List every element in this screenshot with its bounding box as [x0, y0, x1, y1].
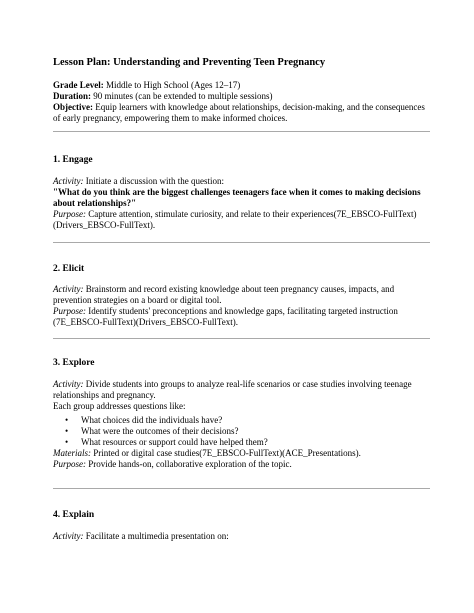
elicit-activity-label: Activity: [53, 284, 84, 294]
section-divider [53, 488, 430, 489]
duration [53, 91, 428, 102]
page-title: Lesson Plan: Understanding and Preventing Teen Pregnancy [53, 57, 326, 68]
explore-materials-text: Printed or digital case studies(7E_EBSCO-FullText)(ACE_Presentations). [91, 448, 361, 458]
list-item: • What choices did the individuals have? [81, 415, 428, 426]
section-heading-engage: 1. Engage [53, 155, 93, 165]
explain-activity-label: Activity: [53, 531, 84, 541]
engage-purpose-text: Capture attention, stimulate curiosity, and relate to their experiences(7E_EBSCO-FullText)(Drivers_EBSCO-FullText). [53, 209, 417, 230]
elicit-purpose-label: Purpose: [53, 306, 86, 316]
section-divider [53, 338, 430, 339]
engage-purpose [53, 209, 428, 231]
explore-activity-text: Divide students into groups to analyze real-life scenarios or case studies involving teenage relationships and pregnancy. [53, 379, 412, 400]
explore-purpose [53, 459, 428, 470]
engage-activity-label: Activity: [53, 176, 84, 186]
duration-label: Duration: [53, 91, 91, 101]
section-divider [53, 242, 430, 243]
engage-activity-text: Initiate a discussion with the question: [83, 176, 224, 186]
explore-activity-label: Activity: [53, 379, 84, 389]
objective-label: Objective: [53, 102, 93, 112]
engage-question [53, 187, 428, 209]
section-explore-body [53, 379, 428, 470]
explain-activity [53, 531, 428, 542]
explore-question-list [53, 415, 428, 448]
elicit-purpose [53, 306, 428, 328]
explain-activity-text: Facilitate a multimedia presentation on: [83, 531, 229, 541]
grade-level-value: Middle to High School (Ages 12–17) [103, 80, 241, 90]
section-elicit-body [53, 284, 428, 328]
section-heading-elicit: 2. Elicit [53, 264, 85, 274]
duration-value: 90 minutes (can be extended to multiple sessions) [91, 91, 273, 101]
explore-purpose-label: Purpose: [53, 459, 86, 469]
section-heading-explore: 3. Explore [53, 358, 95, 368]
explore-materials-label: Materials: [53, 448, 91, 458]
engage-activity [53, 176, 428, 187]
section-engage-body [53, 176, 428, 231]
elicit-activity [53, 284, 428, 306]
section-heading-explain: 4. Explain [53, 510, 95, 520]
list-item: • What resources or support could have helped them? [81, 437, 428, 448]
elicit-activity-text: Brainstorm and record existing knowledge about teen pregnancy causes, impacts, and prevention strategies on a board or digital tool. [53, 284, 395, 305]
engage-question-text: "What do you think are the biggest challenges teenagers face when it comes to making decisions about relationships?" [53, 187, 421, 208]
elicit-purpose-text: Identify students' preconceptions and knowledge gaps, facilitating targeted instruction (7E_EBSCO-FullText)(Drivers_EBSCO-FullText). [53, 306, 398, 327]
explore-materials [53, 448, 428, 459]
list-item: • What were the outcomes of their decisions? [81, 426, 428, 437]
objective-value: Equip learners with knowledge about relationships, decision-making, and the consequences of early pregnancy, empowering them to make informed choices. [53, 102, 425, 123]
lesson-meta [53, 80, 428, 124]
engage-purpose-label: Purpose: [53, 209, 86, 219]
explore-activity [53, 379, 428, 401]
grade-level [53, 80, 428, 91]
grade-level-label: Grade Level: [53, 80, 104, 90]
explore-purpose-text: Provide hands-on, collaborative exploration of the topic. [86, 459, 292, 469]
explore-group-text: Each group addresses questions like: [53, 401, 186, 411]
section-divider [53, 131, 430, 132]
objective [53, 102, 428, 124]
section-explain-body [53, 531, 428, 542]
